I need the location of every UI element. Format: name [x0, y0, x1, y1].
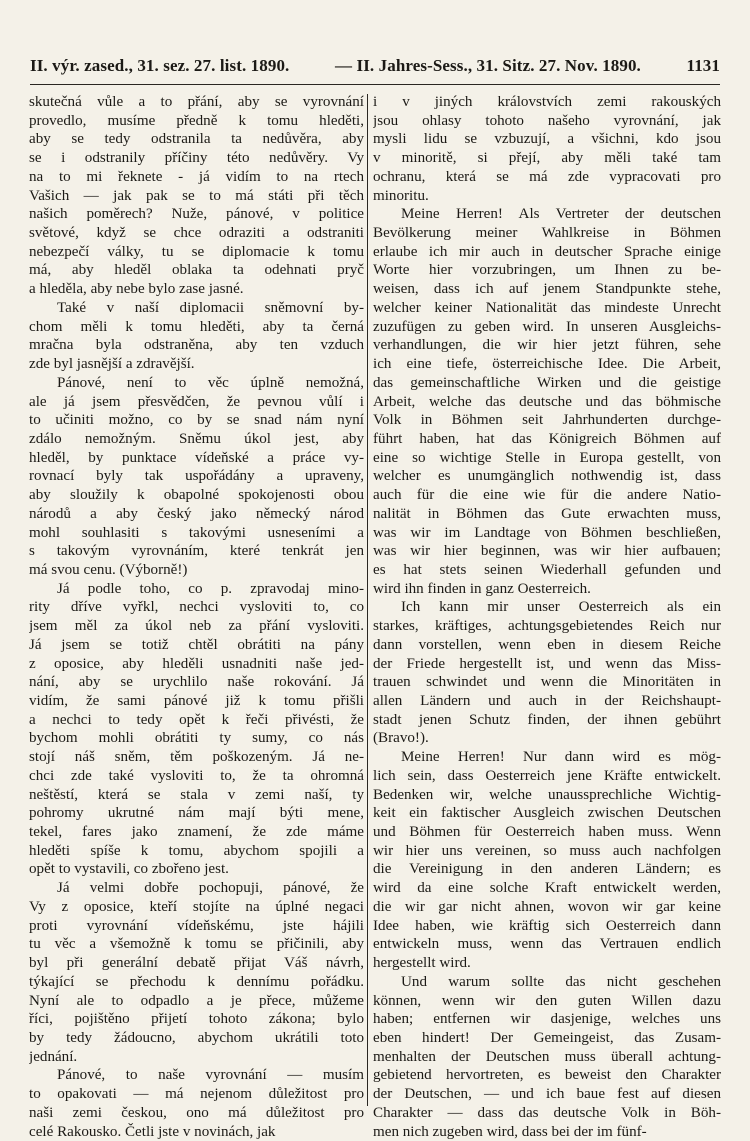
text-line: mysli lidu se vzbuzují, a všichni, kdo jsou — [373, 131, 721, 148]
text-line: na to mi řeknete - já vidím to na rtech — [29, 168, 364, 185]
text-line: a nechci to tedy opět k řeči přivésti, že — [29, 711, 364, 728]
text-line: die wir gar nicht ahnen, wovon wir gar keine — [373, 898, 721, 915]
text-line: weisen, dass ich auf jenem Standpunkte stehe, — [373, 281, 721, 298]
text-line: národů a aby český jako německý národ — [29, 505, 364, 522]
text-line: mohl souhlasiti s takovými usneseními a — [29, 524, 364, 541]
text-line: našich poměrech? Nuže, pánové, v politice — [29, 206, 364, 223]
text-line: welcher keiner Nationalität das mindeste Unrecht — [373, 299, 721, 316]
text-line: to učiniti možno, co by se snad nám nyní — [29, 412, 364, 429]
text-line: erlaube ich mir auch in deutscher Sprache einige — [373, 243, 721, 260]
text-line: gebietend hervortreten, es beweist den Charakter — [373, 1067, 721, 1084]
text-line: trauen schwindet und wenn die Minoritäten in — [373, 674, 721, 691]
text-line: zde byl jasnější a zdravější. — [29, 356, 195, 373]
text-line: haben; entfernen wir dasjenige, welches uns — [373, 1011, 721, 1028]
left-column — [29, 93, 364, 1141]
text-line: menhalten der Deutschen muss überall achtung- — [373, 1048, 721, 1065]
text-line: Meine Herren! Als Vertreter der deutschen — [401, 206, 721, 223]
text-line: byl při generální debatě přijat Váš návrh, — [29, 955, 364, 972]
text-line: se i odstranily příčiny této nedůvěry. Vy — [29, 150, 364, 167]
text-line: provedlo, musíme předně k tomu hleděti, — [29, 112, 364, 129]
text-line: proti vyrovnání vídeňskému, jste hájili — [29, 917, 364, 934]
text-line: Já jsem se totiž chtěl obrátiti na pány — [29, 636, 364, 653]
text-line: týkající se přechodu k dennímu pořádku. — [29, 973, 364, 990]
text-line: lich sein, dass Oesterreich jene Kräfte entwickelt. — [373, 767, 721, 784]
text-line: Worte hier vorzubringen, um Ihnen zu be- — [373, 262, 721, 279]
text-line: aby se tedy odstranila ta nedůvěra, aby — [29, 131, 364, 148]
text-line: aby sloužily k obapolné spokojenosti obou — [29, 487, 364, 504]
text-line: mračna byla odstraněna, aby ten vzduch — [29, 337, 364, 354]
text-line: Charakter — dass das deutsche Volk in Böh- — [373, 1104, 721, 1121]
text-line: Idee haben, wie kräftig sich Oesterreich dann — [373, 917, 721, 934]
text-line: nání, aby se urychlilo naše rokování. Já — [29, 674, 364, 691]
text-line: führt haben, hat das Königreich Böhmen auf — [373, 430, 721, 447]
header-czech: II. výr. zased., 31. sez. 27. list. 1890. — [30, 56, 290, 75]
text-line: eine so wichtige Stelle in Europa gestellt, von — [373, 449, 721, 466]
page-number: 1131 — [686, 56, 720, 75]
text-line: und Böhmen für Oesterreich haben muss. Wenn — [373, 824, 721, 841]
text-line: men nich zugeben wird, dass bei der im fünf- — [373, 1123, 647, 1140]
text-line: ochranu, která se má zde vypracovati pro — [373, 168, 721, 185]
text-line: ale já jsem přesvědčen, že pevnou vůlí i — [29, 393, 364, 410]
text-line: tekel, fares jako znamení, že zde máme — [29, 824, 364, 841]
text-line: hleděl, by punktace vídeňské a práce vy- — [29, 449, 364, 466]
text-line: chci zde také vysloviti to, že ta ohromná — [29, 767, 364, 784]
text-line: zuzufügen zu geben wird. In unseren Ausgleichs- — [373, 318, 721, 335]
text-line: má svou cenu. (Výborně!) — [29, 561, 188, 578]
text-line: das gemeinschaftliche Wirken und die geistige — [373, 374, 721, 391]
text-line: jsou ohlasy tohoto našeho vyrovnání, jak — [373, 112, 721, 129]
text-line: stadt jenen Schutz finden, der ihnen gebührt — [373, 711, 721, 728]
text-line: können, wenn wir den guten Willen dazu — [373, 992, 721, 1009]
text-line: welcher es unumgänglich nothwendig ist, dass — [373, 468, 721, 485]
text-line: wird da eine solche Kraft entwickelt werden, — [373, 880, 721, 897]
text-line: stojí náš sněm, těm poškozeným. Já ne- — [29, 749, 364, 766]
text-line: wir hier uns vereinen, so muss auch nachfolgen — [373, 842, 721, 859]
text-line: nalität in Böhmen das Gute erwachten muss, — [373, 505, 721, 522]
text-line: was wir im Landtage von Böhmen beschließen, — [373, 524, 721, 541]
text-line: keit ein faktischer Ausgleich zwischen Deutschen — [373, 805, 721, 822]
text-line: rovnací byly tak uspořádány a upraveny, — [29, 468, 364, 485]
text-line: der Friede hergestellt ist, und wenn das Miss- — [373, 655, 721, 672]
column-separator — [367, 94, 368, 1106]
header-rule — [30, 84, 720, 85]
page-header — [30, 56, 720, 78]
text-line: celé Rakousko. Četli jste v novinách, jak — [29, 1123, 276, 1140]
text-line: verhandlungen, die wir hier jetzt führen, sehe — [373, 337, 721, 354]
text-line: was wir hier beginnen, was wir hier aufbauen; — [373, 543, 721, 560]
text-line: es hat stets seinen Wiederhall gefunden und — [373, 561, 721, 578]
text-line: auch für die eine wie für die andere Natio- — [373, 487, 721, 504]
text-line: Volk in Böhmen seit Jahrhunderten durchge- — [373, 412, 721, 429]
text-line: má, aby hleděl oblaka ta odehnati pryč — [29, 262, 364, 279]
text-line: v minoritě, si přejí, aby měli také tam — [373, 150, 721, 167]
text-line: entwickeln muss, wenn das Vertrauen endlich — [373, 936, 721, 953]
text-line: tu věc a všemožně k tomu se přičinili, aby — [29, 936, 364, 953]
text-line: (Bravo!). — [373, 730, 429, 747]
text-line: Ich kann mir unser Oesterreich als ein — [401, 599, 721, 616]
header-german: — II. Jahres-Sess., 31. Sitz. 27. Nov. 1890. — [335, 56, 641, 75]
text-line: eben hindert! Der Gemeingeist, das Zusam- — [373, 1029, 721, 1046]
text-line: Také v naší diplomacii sněmovní by- — [57, 299, 364, 316]
text-line: říci, pojištěno přijetí tohoto zákona; bylo — [29, 1011, 364, 1028]
text-line: Já podle toho, co p. zpravodaj mino- — [57, 580, 364, 597]
text-line: wird ihn finden in ganz Oesterreich. — [373, 580, 591, 597]
text-line: jednání. — [29, 1048, 78, 1065]
text-line: rity dříve vyřkl, nechci vysloviti to, co — [29, 599, 364, 616]
text-line: der Deutschen, — und ich baue fest auf diesen — [373, 1086, 721, 1103]
text-line: opět to vystavili, co zbořeno jest. — [29, 861, 229, 878]
text-line: i v jiných královstvích zemi rakouských — [373, 94, 721, 110]
right-column — [373, 93, 721, 1141]
text-line: Pánové, není to věc úplně nemožná, — [57, 374, 364, 391]
text-line: ich eine tiefe, österreichische Idee. Die Arbeit, — [373, 356, 721, 373]
text-line: bychom mohli obrátiti ty sumy, co nás — [29, 730, 364, 747]
text-line: by tedy žádoucno, abychom ukrátili toto — [29, 1029, 364, 1046]
text-line: pohromy ukrutné nám mají býti mene, — [29, 805, 364, 822]
text-line: nebezpečí války, tu se diplomacie k tomu — [29, 243, 364, 260]
text-line: s takovým vyrovnáním, které tenkrát jen — [29, 543, 364, 560]
text-line: die Vereinigung in den anderen Ländern; es — [373, 861, 721, 878]
text-line: světové, když se chce odraziti a odstraniti — [29, 225, 364, 242]
text-line: to opakovati — má nejenom důležitost pro — [29, 1086, 364, 1103]
text-line: zdálo nemožným. Sněmu úkol jest, aby — [29, 430, 364, 447]
text-line: hleděti spíše k tomu, abychom spojili a — [29, 842, 364, 859]
text-line: allen Ländern und auch in der Reichshaupt- — [373, 693, 721, 709]
text-line: starkes, kräftiges, achtungsgebietendes Reich nur — [373, 618, 721, 635]
text-line: a hleděla, aby nebe bylo zase jasné. — [29, 281, 244, 298]
text-line: Nyní ale to odpadlo a je přece, můžeme — [29, 992, 364, 1009]
text-line: hergestellt wird. — [373, 955, 471, 972]
text-line: minoritu. — [373, 187, 429, 204]
text-line: Meine Herren! Nur dann wird es mög- — [401, 749, 721, 766]
text-line: skutečná vůle a to přání, aby se vyrovnání — [29, 94, 364, 110]
text-line: Und warum sollte das nicht geschehen — [401, 973, 721, 990]
text-line: naši zemi českou, ono má důležitost pro — [29, 1104, 364, 1121]
text-line: Bevölkerung meiner Wahlkreise in Böhmen — [373, 225, 721, 242]
text-line: Arbeit, welche das deutsche und das böhmische — [373, 393, 721, 410]
text-line: vidím, že sami pánové již k tomu přišli — [29, 693, 364, 709]
text-line: Pánové, to naše vyrovnání — musím — [57, 1067, 364, 1084]
text-line: Vašich — jak pak se to má státi při těch — [29, 187, 364, 204]
text-line: dann vorstellen, wenn eben in diesem Reiche — [373, 636, 721, 653]
text-line: chom měli k tomu hleděti, aby ta černá — [29, 318, 364, 335]
text-line: neštěstí, která se stala v zemi naší, ty — [29, 786, 364, 803]
text-line: Bedenken wir, welche unaussprechliche Wichtig- — [373, 786, 721, 803]
text-line: jsem měl za úkol neb za přání vysloviti. — [29, 618, 364, 635]
text-line: Já velmi dobře pochopuji, pánové, že — [57, 880, 364, 897]
text-line: z oposice, aby hleděli usnadniti naše jed- — [29, 655, 364, 672]
text-line: Vy z oposice, kteří stojíte na úplné negaci — [29, 898, 364, 915]
